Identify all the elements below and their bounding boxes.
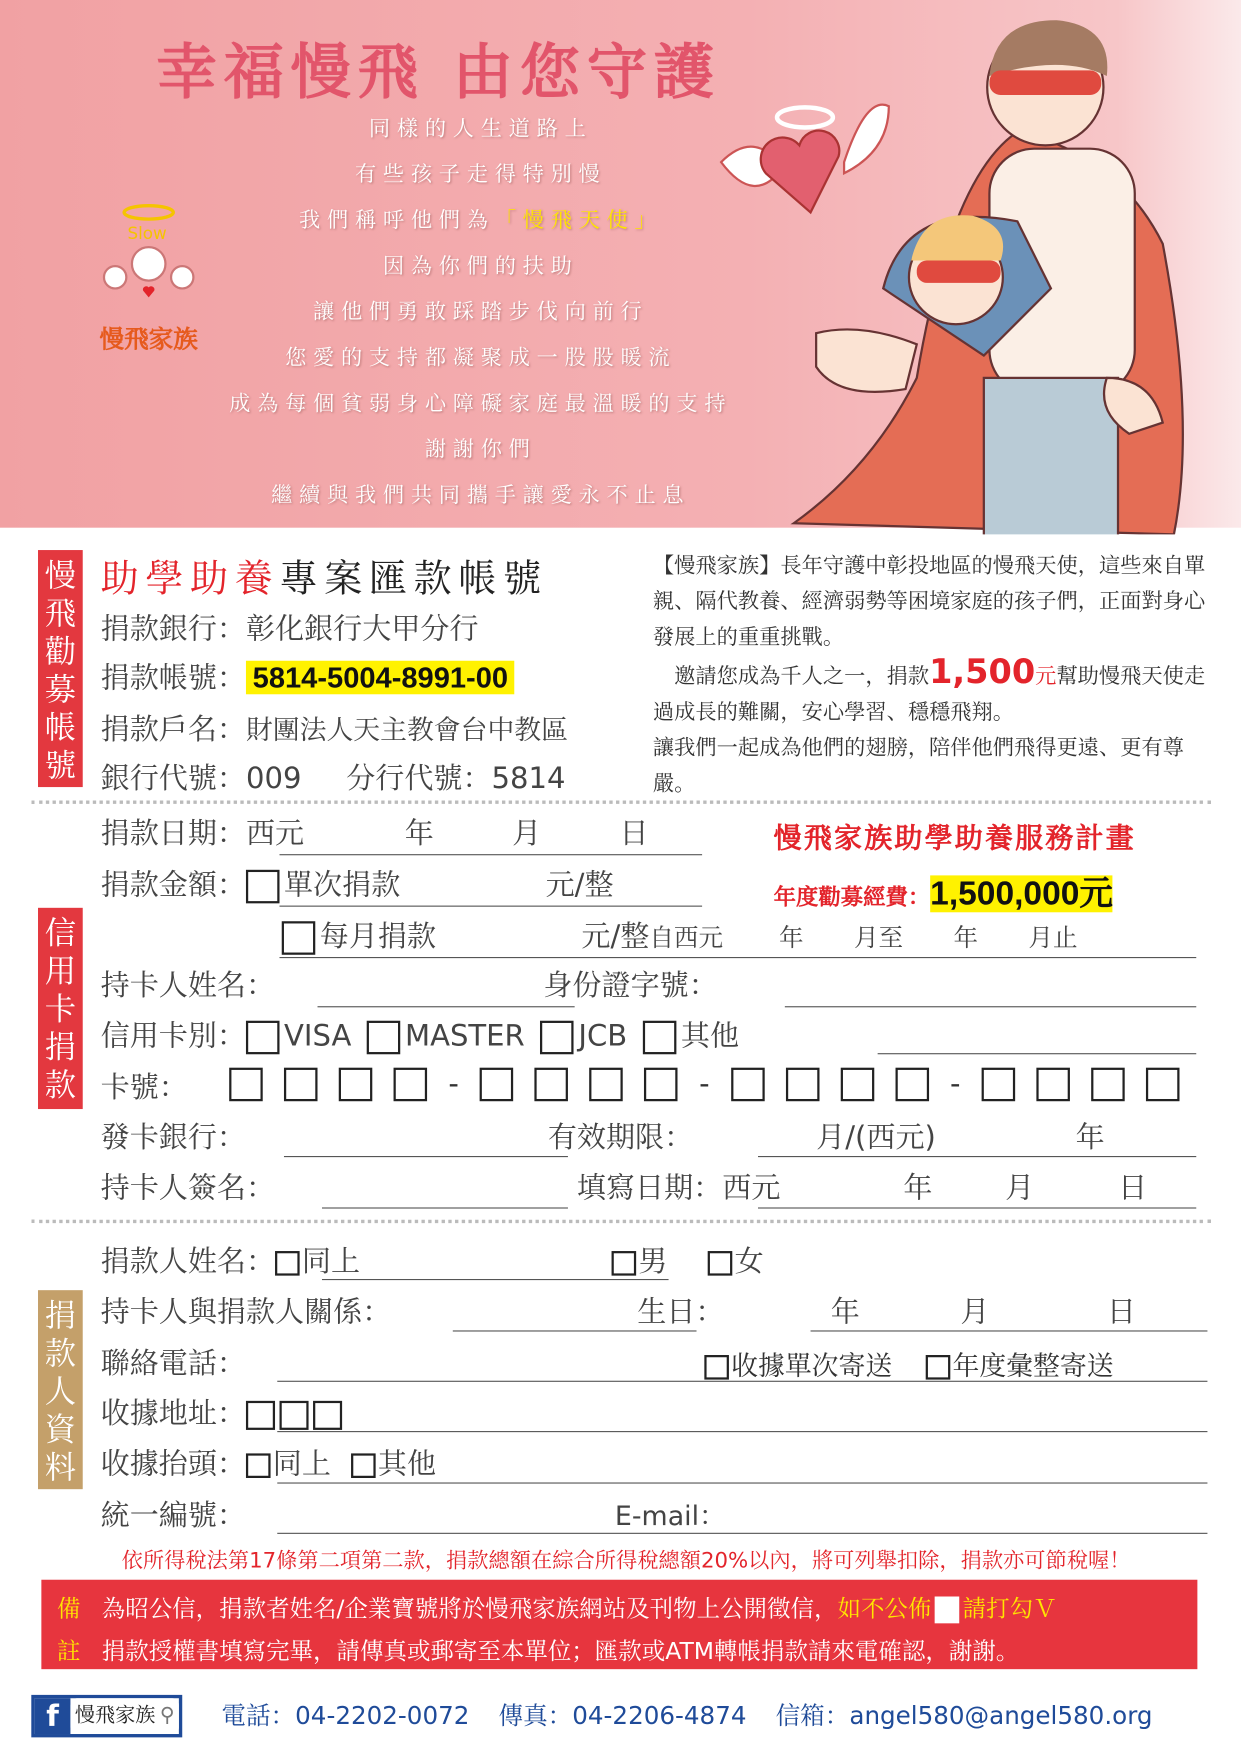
search-icon: ⚲ (159, 1703, 175, 1728)
amount: 1,500 (929, 652, 1036, 693)
card-type-row (101, 1013, 739, 1054)
label: 男 (638, 1245, 668, 1279)
label: 西元 (245, 817, 305, 851)
fax: 傳真：04-2206-4874 (498, 1702, 747, 1731)
single-amount-field[interactable] (280, 906, 703, 907)
tax-note: 依所得稅法第17條第二項第二款，捐款總額在綜合所得稅總額20%以內，將可列舉扣除，捐款亦可節稅喔！ (121, 1548, 1131, 1574)
label: 月 (960, 1295, 990, 1330)
search-text: 慢飛家族 (74, 1703, 156, 1728)
other-checkbox[interactable] (643, 1020, 677, 1054)
card-digit-box[interactable] (644, 1068, 678, 1102)
note-line-2: 捐款授權書填寫完畢，請傳真或郵寄至本單位；匯款或ATM轉帳捐款請來電確認，謝謝。 (101, 1637, 1020, 1665)
label: JCB (578, 1019, 628, 1054)
receipt-year-checkbox[interactable] (926, 1355, 951, 1380)
title-red: 助學助養 (100, 556, 280, 602)
fb-search-box (70, 1698, 179, 1734)
poem-line: 同樣的人生道路上 (368, 116, 593, 141)
divider (31, 1220, 1210, 1223)
intro-para: 【慢飛家族】長年守護中彰投地區的慢飛天使，這些來自單親、隔代教養、經濟弱勢等困境家庭的孩子們，正面對身心發展上的重重挑戰。 (652, 553, 1206, 650)
visa-checkbox[interactable] (246, 1020, 280, 1054)
address-field[interactable] (277, 1431, 1207, 1432)
label: 持卡人與捐款人關係： (100, 1295, 392, 1330)
label: 日 (1118, 1171, 1148, 1206)
address-row (101, 1391, 347, 1432)
card-digit-box[interactable] (535, 1068, 569, 1102)
note-line-1 (102, 1591, 1057, 1625)
account-number: 5814-5004-8991-00 (246, 661, 515, 695)
text: 幫助慢飛天使走過成長的難關，安心學習、穩穩飛翔。 (652, 664, 1206, 725)
logo-slow-text: Slow (127, 223, 167, 244)
title-same-checkbox[interactable] (246, 1453, 271, 1478)
no-publish-checkbox[interactable] (935, 1597, 960, 1624)
poem-line: 因為你們的扶助 (382, 253, 579, 279)
separator: - (448, 1067, 459, 1102)
account-row (101, 655, 515, 696)
label: 月 (512, 817, 542, 851)
label: 捐款人姓名： (100, 1245, 276, 1279)
id-number-field[interactable] (785, 1006, 1196, 1007)
facebook-icon: f (35, 1698, 71, 1734)
label: 持卡人姓名： (100, 969, 276, 1003)
holder-row (101, 963, 718, 1004)
label: 西元 (722, 1171, 781, 1206)
poem-line (190, 203, 771, 233)
label: MASTER (404, 1019, 525, 1054)
banner-title: 幸福慢飛 由您守護 (156, 36, 721, 108)
card-digit-box[interactable] (590, 1068, 624, 1102)
text: 為昭公信，捐款者姓名/企業寶號將於慢飛家族網站及刊物上公開徵信， (101, 1595, 838, 1623)
label: 其他 (680, 1019, 740, 1054)
label: 生日： (637, 1295, 725, 1330)
zip-box[interactable] (280, 1400, 309, 1429)
label: 捐款銀行： (100, 612, 246, 647)
intro-para: 讓我們一起成為他們的翅膀，陪伴他們飛得更遠、更有尊嚴。 (652, 735, 1184, 797)
card-digit-box[interactable] (731, 1068, 765, 1102)
card-digit-box[interactable] (1037, 1068, 1071, 1102)
bank-title (101, 548, 548, 603)
holder-name-field[interactable] (318, 1006, 575, 1007)
same-checkbox[interactable] (275, 1250, 300, 1275)
relation-field[interactable] (453, 1330, 697, 1331)
label: 月 (1005, 1171, 1035, 1206)
phone: 電話：04-2202-0072 (221, 1702, 470, 1731)
plan-title: 慢飛家族助學助養服務計畫 (773, 821, 1136, 855)
note-mark: 註 (57, 1637, 81, 1665)
label: 收據抬頭： (100, 1447, 246, 1482)
value: 009 (245, 762, 302, 797)
bank-side-label: 慢飛勸募帳號 (38, 550, 83, 787)
card-digit-box[interactable] (394, 1068, 428, 1102)
label: 收據單次寄送 (731, 1350, 893, 1382)
label: 月止 (1028, 924, 1078, 953)
card-digit-box[interactable] (982, 1068, 1016, 1102)
card-digit-box[interactable] (1146, 1068, 1180, 1102)
card-side-label: 信用卡捐款 (38, 908, 83, 1109)
poem-text: 我們稱呼他們為 (299, 207, 495, 233)
label: 女 (734, 1245, 764, 1279)
label: 填寫日期： (576, 1171, 723, 1206)
notes-box (41, 1580, 1197, 1669)
issuer-row (101, 1115, 1105, 1156)
poem-line: 有些孩子走得特別慢 (354, 162, 607, 187)
label: 年度彙整寄送 (952, 1350, 1114, 1382)
poem-line: 謝謝你們 (424, 437, 537, 462)
value: 5814 (491, 762, 566, 797)
male-checkbox[interactable] (612, 1250, 637, 1275)
female-checkbox[interactable] (708, 1250, 733, 1275)
label: 自西元 (649, 924, 724, 953)
amount-row (101, 862, 614, 903)
master-checkbox[interactable] (367, 1020, 401, 1054)
label: VISA (283, 1019, 352, 1054)
card-digit-box[interactable] (229, 1068, 263, 1102)
unit: 元 (1035, 664, 1057, 689)
label: 年 (953, 924, 979, 953)
label: 捐款日期： (100, 817, 246, 851)
label: 聯絡電話： (100, 1347, 246, 1381)
intro-text (653, 548, 1208, 802)
intro-para (652, 652, 1208, 730)
label: 年 (830, 1295, 860, 1330)
monthly-amount-field[interactable] (280, 957, 1197, 958)
title-other-checkbox[interactable] (351, 1453, 376, 1478)
title-black: 專案匯款帳號 (279, 556, 548, 602)
label: 捐款帳號： (100, 661, 246, 696)
donor-side-label: 捐款人資料 (38, 1290, 83, 1489)
facebook-search[interactable] (31, 1695, 182, 1737)
label: 捐款戶名： (100, 713, 246, 747)
receipt-title-row (101, 1441, 436, 1482)
label: 月至 (853, 924, 904, 953)
angel-logo-icon (93, 201, 205, 307)
value: 財團法人天主教會台中教區 (245, 714, 568, 746)
label: 收據地址： (100, 1397, 246, 1432)
card-digit-box[interactable] (786, 1068, 820, 1102)
receipt-options (704, 1344, 1113, 1383)
logo-text: 慢飛家族 (99, 326, 198, 355)
contact-info (221, 1697, 1152, 1732)
header-banner (0, 0, 1241, 528)
other-type-field[interactable] (878, 1053, 1197, 1054)
slow-family-logo (76, 201, 221, 355)
note-mark: 備 (57, 1595, 81, 1623)
text: 邀請您成為千人之一，捐款 (674, 664, 930, 689)
label: 同上 (301, 1245, 361, 1279)
label: 捐款金額： (100, 868, 246, 903)
donor-name-row (101, 1239, 764, 1280)
label: 年 (1075, 1121, 1105, 1155)
label: 卡號： (100, 1071, 188, 1105)
label: 銀行代號： (100, 762, 246, 797)
monthly-row (282, 913, 1078, 954)
bank-name-row (101, 606, 479, 647)
jcb-checkbox[interactable] (540, 1020, 574, 1054)
expiry-field[interactable] (758, 1156, 1196, 1157)
birthday-field[interactable] (811, 1330, 1208, 1331)
label: 每月捐款 (319, 920, 437, 954)
card-digit-box[interactable] (1091, 1068, 1125, 1102)
label: 發卡銀行： (100, 1121, 246, 1155)
label: 統一編號： (100, 1499, 246, 1533)
label: 其他 (377, 1447, 437, 1482)
label: 元/整 (545, 868, 614, 903)
divider (31, 800, 1210, 803)
label: 有效期限： (547, 1121, 694, 1155)
poem-line: 繼續與我們共同攜手讓愛永不止息 (271, 482, 691, 508)
separator: - (950, 1067, 961, 1102)
label: 年度勸募經費： (773, 883, 931, 911)
label: 月/(西元) (816, 1121, 936, 1155)
fill-date-field[interactable] (758, 1207, 1196, 1208)
fund-value: 1,500,000元 (930, 875, 1113, 913)
receipt-single-checkbox[interactable] (704, 1355, 729, 1380)
zip-box[interactable] (313, 1400, 342, 1429)
label: E-mail： (614, 1500, 726, 1532)
label: 日 (619, 817, 649, 851)
label: 年 (779, 924, 804, 953)
plan-fund (774, 865, 1113, 914)
poem-line: 成為每個貧弱身心障礙家庭最溫暖的支持 (229, 391, 733, 416)
label: 日 (1106, 1295, 1136, 1330)
account-name-row (101, 707, 568, 748)
email[interactable]: 信箱：angel580@angel580.org (775, 1702, 1153, 1731)
zip-box[interactable] (246, 1400, 275, 1429)
label: 單次捐款 (283, 868, 401, 903)
card-digit-box[interactable] (480, 1068, 514, 1102)
single-checkbox[interactable] (246, 869, 280, 903)
label: 身份證字號： (543, 969, 718, 1003)
signature-field[interactable] (322, 1207, 568, 1208)
receipt-title-field[interactable] (277, 1482, 1207, 1483)
card-digit-box[interactable] (895, 1068, 929, 1102)
label: 持卡人簽名： (100, 1171, 276, 1206)
card-number-boxes (229, 1068, 1179, 1102)
card-digit-box[interactable] (339, 1068, 373, 1102)
card-number-row (101, 1064, 188, 1105)
superhero-illustration (783, 20, 1230, 534)
donation-date-row (101, 811, 649, 852)
code-row (101, 756, 566, 797)
card-digit-box[interactable] (284, 1068, 318, 1102)
sign-row (101, 1165, 1148, 1206)
text: 請打勾Ｖ (962, 1595, 1057, 1623)
label: 年 (404, 817, 434, 851)
poem-line: 您愛的支持都凝聚成一股股暖流 (285, 345, 677, 371)
phone-field[interactable] (277, 1381, 1207, 1382)
poem-line: 讓他們勇敢踩踏步伐向前行 (313, 299, 649, 325)
label: 年 (903, 1171, 933, 1206)
date-field[interactable] (280, 854, 703, 855)
tax-id-email-field[interactable] (277, 1533, 1207, 1534)
text: 如不公佈 (837, 1595, 932, 1623)
donor-name-field[interactable] (322, 1279, 669, 1280)
issuer-field[interactable] (284, 1156, 568, 1157)
phone-row (101, 1340, 246, 1381)
tax-id-row (101, 1493, 726, 1534)
monthly-checkbox[interactable] (282, 921, 316, 955)
card-digit-box[interactable] (840, 1068, 874, 1102)
label: 元/整 (581, 920, 650, 954)
label: 信用卡別： (100, 1019, 246, 1054)
value: 彰化銀行大甲分行 (245, 612, 479, 647)
poem-highlight: 「慢飛天使」 (494, 207, 663, 233)
relation-row (101, 1289, 1136, 1330)
label: 分行代號： (346, 762, 492, 797)
label: 同上 (272, 1447, 331, 1482)
separator: - (699, 1067, 710, 1102)
